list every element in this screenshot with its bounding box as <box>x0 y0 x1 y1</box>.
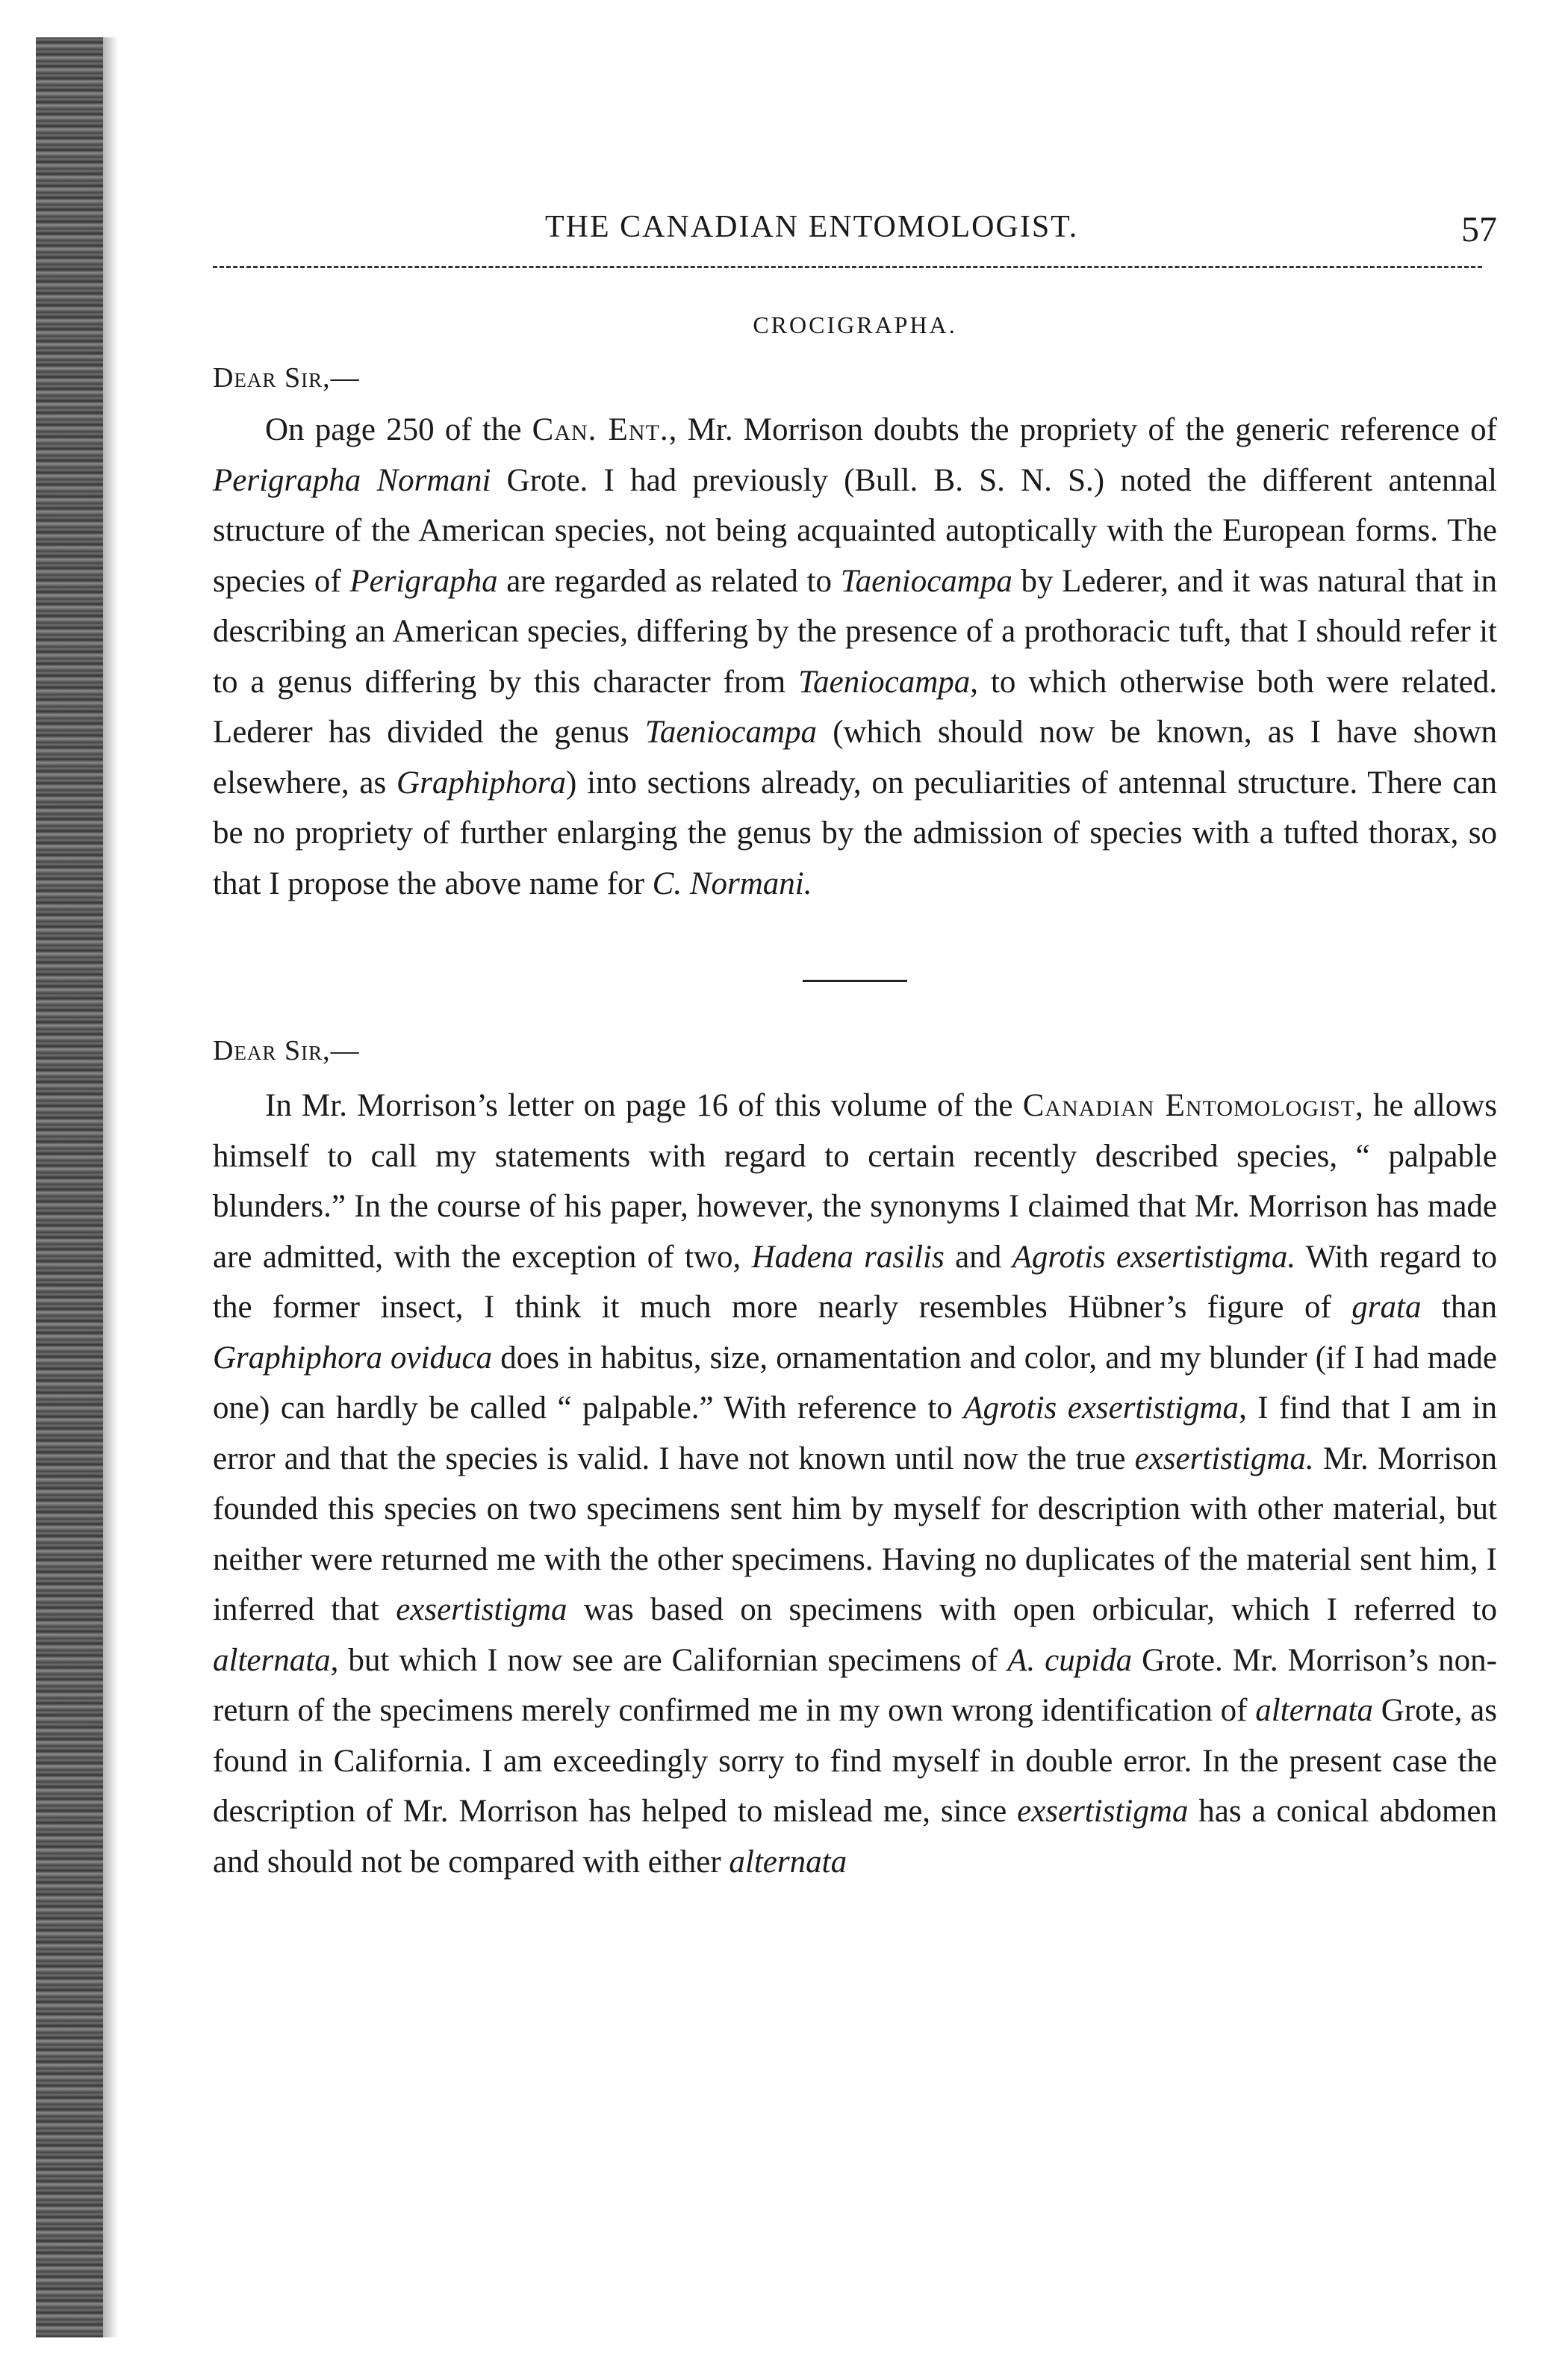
header-rule <box>213 266 1482 268</box>
running-head <box>213 209 1497 261</box>
salutation: Dear Sir,— <box>213 1035 360 1066</box>
letter-paragraph: In Mr. Morrison’s letter on page 16 of this volume of the Canadian Entomologist, he allows himself to call my statements with regard to certain recently described species, “ palpable blunders.” In the course of his paper, however, the synonyms I claimed that Mr. Morrison has made are admitted, with the exception of two, Hadena rasilis and Agrotis exsertistigma. With regard to the former insect, I think it much more nearly resembles Hübner’s figure of grata than Graphiphora oviduca does in habitus, size, ornamentation and color, and my blunder (if I had made one) can hardly be called “ palpable.” With reference to Agrotis exsertistigma, I find that I am in error and that the species is valid. I have not known until now the true exsertistigma. Mr. Morrison founded this species on two specimens sent him by myself for description with other material, but neither were returned me with the other specimens. Having no duplicates of the material sent him, I inferred that exsertistigma was based on specimens with open orbicular, which I referred to alternata, but which I now see are Californian specimens of A. cupida Grote. Mr. Morrison’s non-return of the specimens merely confirmed me in my own wrong identification of alternata Grote, as found in California. I am exceedingly sorry to find myself in double error. In the present case the description of Mr. Morrison has helped to mislead me, since exsertistigma has a conical abdomen and should not be compared with either alternata <box>213 1088 1498 1880</box>
journal-page <box>213 209 1497 1887</box>
letter-reply-to-morrison <box>213 1034 1497 1887</box>
letter-crocigrapha <box>213 311 1497 909</box>
section-title: CROCIGRAPHA. <box>753 311 957 338</box>
journal-title: THE CANADIAN ENTOMOLOGIST. <box>545 210 1079 244</box>
section-separator <box>803 980 907 982</box>
salutation: Dear Sir,— <box>213 362 360 394</box>
letter-paragraph: On page 250 of the Can. Ent., Mr. Morrison doubts the propriety of the generic reference of Perigrapha Normani Grote. I had previously (Bull. B. S. N. S.) noted the different antennal structure of the American species, not being acquainted autoptically with the European forms. The species of Perigrapha are regarded as related to Taeniocampa by Lederer, and it was natural that in describing an American species, differing by the presence of a prothoracic tuft, that I should refer it to a genus differing by this character from Taeniocampa, to which otherwise both were related. Lederer has divided the genus Taeniocampa (which should now be known, as I have shown elsewhere, as Graphiphora) into sections already, on peculiarities of antennal structure. There can be no propriety of further enlarging the genus by the admission of species with a tufted thorax, so that I propose the above name for C. Normani. <box>213 412 1498 901</box>
page-number: 57 <box>1461 210 1497 249</box>
scanned-page-edge <box>36 37 103 2337</box>
